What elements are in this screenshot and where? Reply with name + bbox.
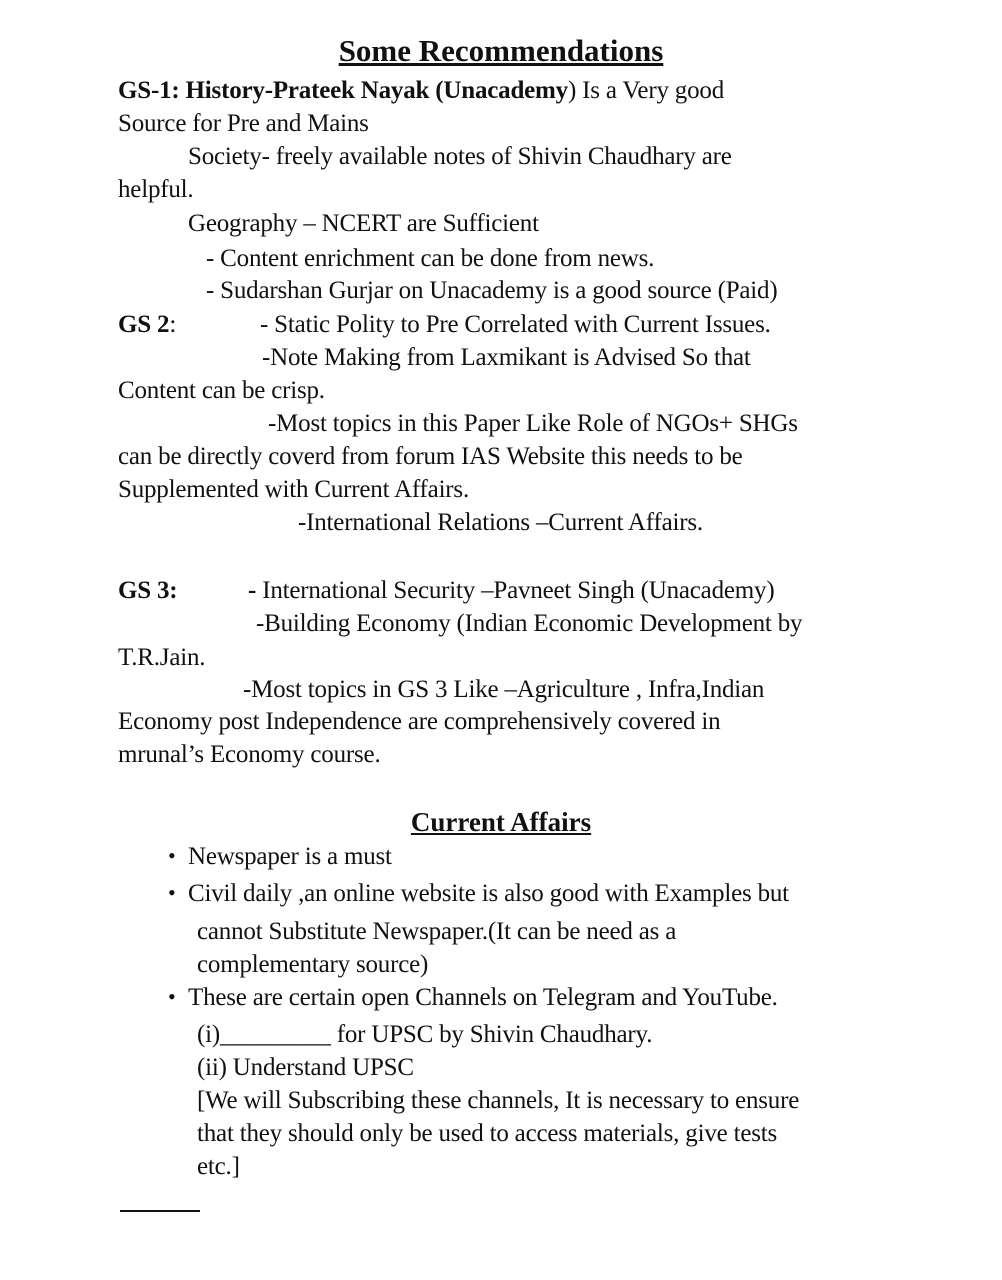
gs1-geography: Geography – NCERT are Sufficient [188, 210, 539, 237]
gs1-heading-tail: ) Is a Very good [567, 77, 724, 104]
bullet-icon: • [168, 880, 176, 905]
gs3-point2-line1: -Building Economy (Indian Economic Development by [256, 610, 803, 637]
ca-note-line3: etc.] [197, 1153, 240, 1180]
ca-bullet2-line2: cannot Substitute Newspaper.(It can be need as a [197, 918, 677, 945]
ca-bullet3: These are certain open Channels on Telegram and YouTube. [188, 984, 778, 1011]
gs1-heading: GS-1: History-Prateek Nayak (Unacademy [118, 77, 568, 104]
gs1-society-line2: helpful. [118, 176, 194, 203]
gs3-label: GS 3: [118, 577, 178, 604]
bullet-icon: • [168, 984, 176, 1009]
bullet-icon: • [168, 843, 176, 868]
gs2-point1: - Static Polity to Pre Correlated with Current Issues. [260, 311, 771, 338]
gs2-point2-line2: Content can be crisp. [118, 377, 325, 404]
ca-bullet1: Newspaper is a must [188, 843, 392, 870]
gs2-point3-line1: -Most topics in this Paper Like Role of NGOs+ SHGs [268, 410, 798, 437]
gs1-line2: Source for Pre and Mains [118, 110, 369, 137]
ca-bullet2-line3: complementary source) [197, 951, 429, 978]
gs3-point1: International Security –Pavneet Singh (Unacademy) [256, 577, 775, 604]
gs3-point1-line [248, 576, 774, 606]
gs2-label-colon: : [169, 311, 177, 338]
page-title: Some Recommendations [338, 33, 664, 68]
gs3-point2-line2: T.R.Jain. [118, 644, 206, 671]
gs2-point4: -International Relations –Current Affairs. [298, 509, 703, 536]
ca-bullet2-line1: Civil daily ,an online website is also good with Examples but [188, 880, 789, 907]
ca-note-line2: that they should only be used to access materials, give tests [197, 1120, 778, 1147]
gs3-dash: - [248, 577, 257, 604]
gs1-geo-point1: - Content enrichment can be done from news. [206, 245, 655, 272]
footer-rule [120, 1210, 200, 1212]
gs3-point3-line3: mrunal’s Economy course. [118, 741, 381, 768]
gs2-point3-line3: Supplemented with Current Affairs. [118, 476, 470, 503]
gs2-label-line [118, 310, 176, 340]
gs1-society-line1: Society- freely available notes of Shivin Chaudhary are [188, 143, 732, 170]
gs2-point3-line2: can be directly coverd from forum IAS Website this needs to be [118, 443, 743, 470]
ca-channel-1: (i)_________ for UPSC by Shivin Chaudhary. [197, 1021, 653, 1048]
current-affairs-heading: Current Affairs [410, 807, 592, 837]
ca-note-line1: [We will Subscribing these channels, It is necessary to ensure [197, 1087, 800, 1114]
ca-channel-2: (ii) Understand UPSC [197, 1054, 414, 1081]
gs1-heading-line [118, 76, 724, 106]
gs2-label: GS 2 [118, 311, 170, 338]
gs2-point2-line1: -Note Making from Laxmikant is Advised So that [262, 344, 751, 371]
gs1-geo-point2: - Sudarshan Gurjar on Unacademy is a good source (Paid) [206, 277, 778, 304]
gs3-point3-line1: -Most topics in GS 3 Like –Agriculture , Infra,Indian [243, 676, 765, 703]
gs3-point3-line2: Economy post Independence are comprehensively covered in [118, 708, 721, 735]
